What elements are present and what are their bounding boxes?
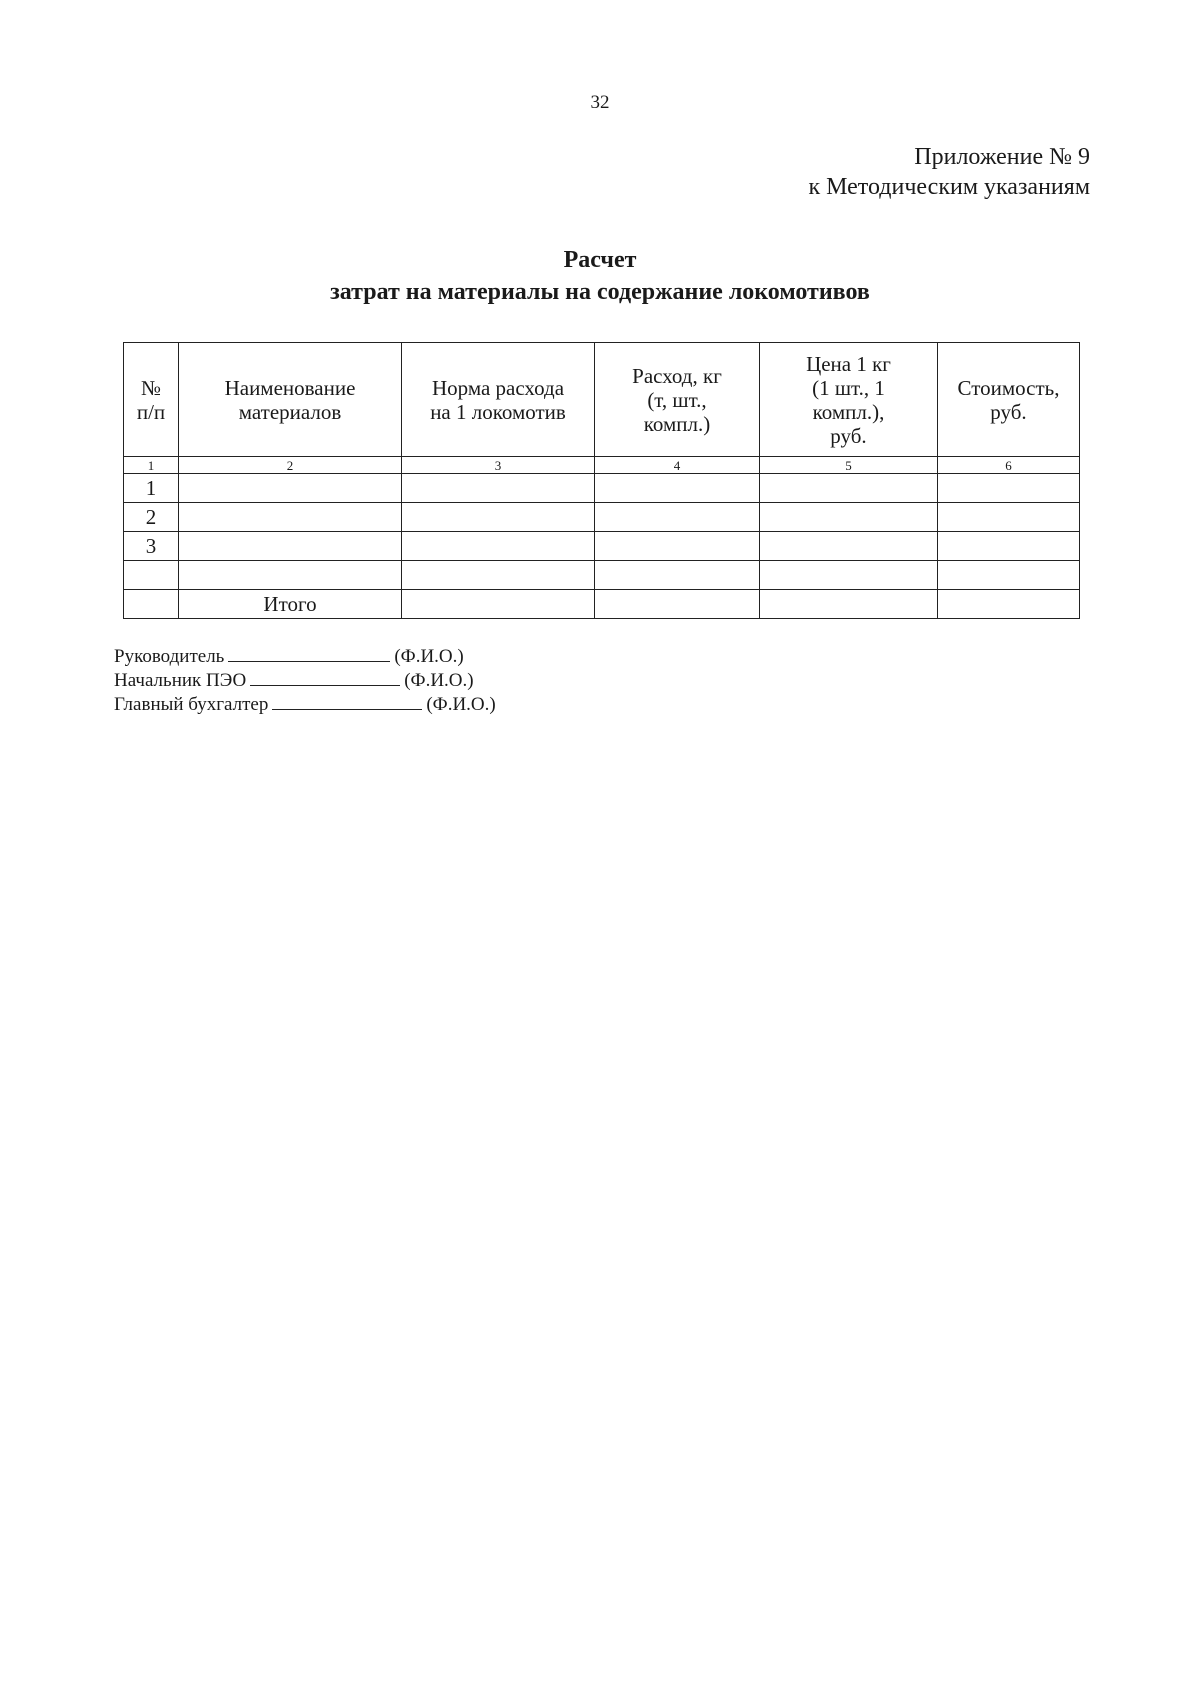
table-cell [179, 561, 402, 590]
table-cell [760, 561, 938, 590]
header-cell [938, 343, 1080, 457]
table-row [124, 532, 1080, 561]
header-line: Наименование [224, 375, 356, 400]
header-line: Стоимость, [957, 375, 1060, 400]
column-numbers-row [124, 457, 1080, 474]
signature-line-head [114, 645, 496, 669]
table-cell [938, 474, 1080, 503]
header-cell [760, 343, 938, 457]
column-number: 1 [124, 457, 179, 474]
signature-block [114, 645, 496, 717]
signature-role: Начальник ПЭО [114, 670, 247, 691]
header-line: (т, шт., [647, 387, 707, 412]
table-cell [124, 590, 179, 619]
header-line: руб. [830, 423, 867, 448]
table-cell [938, 503, 1080, 532]
table-cell: 2 [124, 503, 179, 532]
appendix-reference: к Методическим указаниям [808, 174, 1090, 200]
table-cell [938, 532, 1080, 561]
table-cell [402, 590, 595, 619]
header-line: компл.) [643, 411, 711, 436]
table-cell [938, 561, 1080, 590]
title-line-1: Расчет [563, 247, 637, 273]
table-cell [595, 561, 760, 590]
header-line: Цена 1 кг [806, 351, 891, 376]
column-number: 6 [938, 457, 1080, 474]
table-header-row [124, 343, 1080, 457]
header-cell [402, 343, 595, 457]
table-cell [179, 474, 402, 503]
header-line: на 1 локомотив [430, 399, 566, 424]
page-number: 32 [590, 92, 610, 113]
header-line: материалов [238, 399, 342, 424]
signature-blank [250, 669, 400, 686]
total-row [124, 590, 1080, 619]
table-row [124, 503, 1080, 532]
header-line: № [140, 375, 162, 400]
header-line: компл.), [812, 399, 885, 424]
header-line: п/п [136, 399, 166, 424]
table-row [124, 561, 1080, 590]
table-cell [595, 590, 760, 619]
signature-role: Руководитель [114, 646, 225, 667]
signature-role: Главный бухгалтер [114, 694, 269, 715]
header-line: (1 шт., 1 [812, 375, 885, 400]
table-cell [179, 503, 402, 532]
table-cell [402, 503, 595, 532]
header-cell [124, 343, 179, 457]
table-cell: 1 [124, 474, 179, 503]
header-cell [595, 343, 760, 457]
total-label: Итого [179, 590, 402, 619]
table-cell: 3 [124, 532, 179, 561]
appendix-number: Приложение № 9 [914, 144, 1090, 170]
table-cell [595, 532, 760, 561]
document-title [0, 244, 1200, 308]
table-cell [402, 474, 595, 503]
signature-fio: (Ф.И.О.) [404, 670, 474, 691]
table-cell [760, 532, 938, 561]
table-cell [402, 532, 595, 561]
signature-fio: (Ф.И.О.) [426, 694, 496, 715]
table-cell [938, 590, 1080, 619]
column-number: 3 [402, 457, 595, 474]
materials-cost-table [123, 342, 1080, 619]
table-cell [595, 503, 760, 532]
header-line: руб. [990, 399, 1027, 424]
header-cell [179, 343, 402, 457]
signature-line-peo [114, 669, 496, 693]
column-number: 5 [760, 457, 938, 474]
signature-line-accountant [114, 693, 496, 717]
table-cell [760, 590, 938, 619]
signature-blank [272, 693, 422, 710]
title-line-2: затрат на материалы на содержание локомотивов [330, 279, 870, 305]
column-number: 4 [595, 457, 760, 474]
table-cell [760, 503, 938, 532]
column-number: 2 [179, 457, 402, 474]
signature-blank [228, 645, 390, 662]
header-line: Расход, кг [632, 363, 722, 388]
header-line: Норма расхода [431, 375, 565, 400]
table-row [124, 474, 1080, 503]
table-cell [179, 532, 402, 561]
table-cell [124, 561, 179, 590]
table-cell [402, 561, 595, 590]
table-cell [595, 474, 760, 503]
appendix-header [808, 142, 1090, 202]
table-cell [760, 474, 938, 503]
signature-fio: (Ф.И.О.) [394, 646, 464, 667]
